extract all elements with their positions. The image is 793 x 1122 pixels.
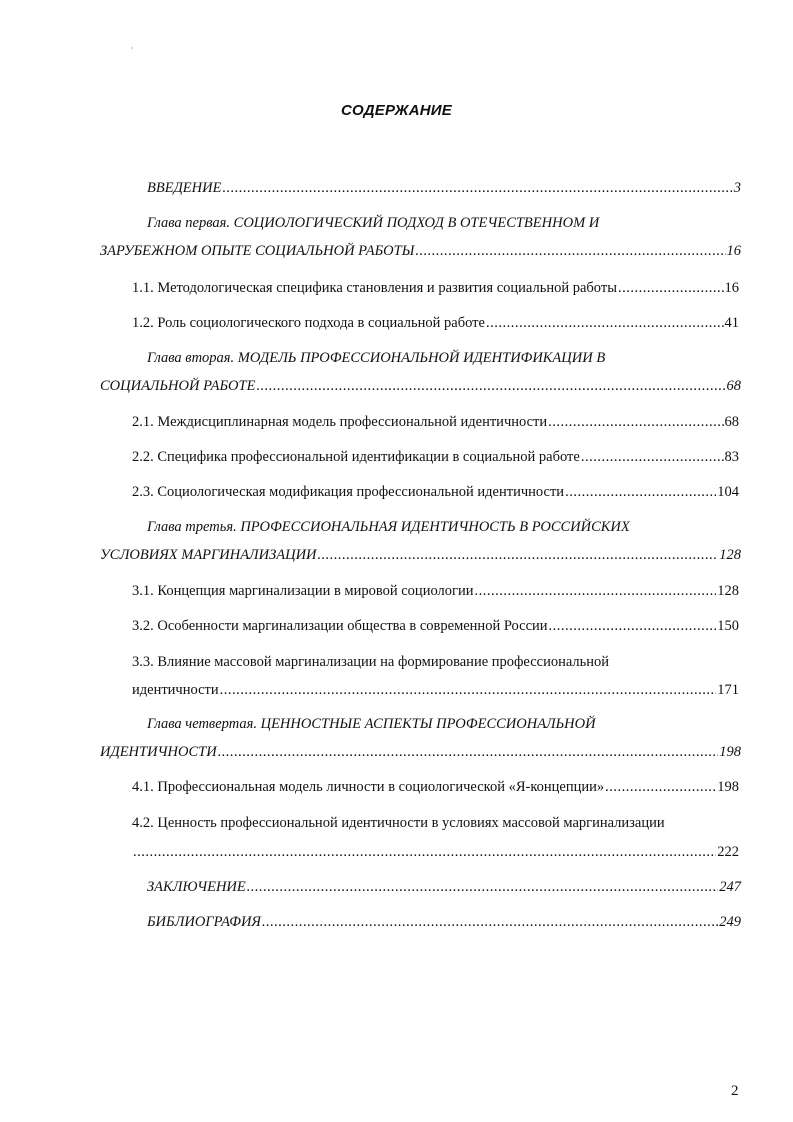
toc-section-3-3-title[interactable]: 3.3. Влияние массовой маргинализации на формирование профессиональной: [132, 654, 610, 670]
toc-leader: [548, 412, 723, 432]
toc-chapter-3-title[interactable]: Глава третья. ПРОФЕССИОНАЛЬНАЯ ИДЕНТИЧНОСТЬ В РОССИЙСКИХ: [147, 519, 630, 535]
toc-leader: [605, 777, 716, 797]
toc-label: идентичности: [132, 682, 219, 698]
toc-page: 222: [717, 844, 739, 860]
toc-page: 83: [724, 449, 739, 465]
toc-page: 247: [719, 879, 741, 895]
toc-chapter-2-title[interactable]: Глава вторая. МОДЕЛЬ ПРОФЕССИОНАЛЬНОЙ ИДЕНТИФИКАЦИИ В: [147, 350, 606, 366]
toc-page: 128: [717, 583, 739, 599]
toc-page: 171: [717, 682, 739, 698]
toc-section-1-2[interactable]: [132, 313, 739, 333]
toc-page: 104: [717, 484, 739, 500]
toc-label: 3.2. Особенности маргинализации общества в современной России: [132, 618, 548, 634]
toc-leader: [618, 278, 724, 298]
toc-section-3-3[interactable]: [132, 680, 739, 700]
toc-entry-conclusion[interactable]: [147, 877, 741, 897]
toc-leader: [247, 877, 719, 897]
toc-label: 1.2. Роль социологического подхода в социальной работе: [132, 315, 485, 331]
toc-leader: [581, 447, 724, 467]
toc-section-3-1[interactable]: [132, 581, 739, 601]
toc-label: 2.3. Социологическая модификация профессиональной идентичности: [132, 484, 565, 500]
toc-section-1-1[interactable]: [132, 278, 739, 298]
toc-page: 68: [726, 378, 741, 394]
toc-leader: [486, 313, 724, 333]
toc-leader: [222, 178, 732, 198]
toc-chapter-3[interactable]: [100, 545, 741, 565]
toc-section-4-2[interactable]: [132, 842, 739, 862]
toc-label: УСЛОВИЯХ МАРГИНАЛИЗАЦИИ: [100, 547, 317, 563]
toc-section-3-2[interactable]: [132, 616, 739, 636]
page-number: 2: [731, 1083, 739, 1099]
toc-page: 198: [719, 744, 741, 760]
toc-label: 2.2. Специфика профессиональной идентификации в социальной работе: [132, 449, 580, 465]
toc-page: 128: [719, 547, 741, 563]
toc-page: 3: [733, 180, 741, 196]
toc-chapter-2[interactable]: [100, 376, 741, 396]
toc-leader: [218, 742, 719, 762]
page-title: СОДЕРЖАНИЕ: [341, 102, 452, 119]
toc-entry-intro[interactable]: [147, 178, 741, 198]
toc-leader: [318, 545, 719, 565]
toc-label: ВВЕДЕНИЕ: [147, 180, 222, 196]
toc-leader: [133, 842, 716, 862]
toc-chapter-4-title[interactable]: Глава четвертая. ЦЕННОСТНЫЕ АСПЕКТЫ ПРОФЕССИОНАЛЬНОЙ: [147, 716, 596, 732]
toc-label: 4.1. Профессиональная модель личности в социологической «Я-концепции»: [132, 779, 605, 795]
toc-leader: [256, 376, 725, 396]
toc-chapter-1[interactable]: [100, 241, 741, 261]
toc-page: 150: [717, 618, 739, 634]
toc-leader: [262, 912, 718, 932]
toc-label: СОЦИАЛЬНОЙ РАБОТЕ: [100, 378, 256, 394]
toc-page: 41: [724, 315, 739, 331]
toc-leader: [220, 680, 717, 700]
toc-label: ЗАКЛЮЧЕНИЕ: [147, 879, 246, 895]
toc-label: БИБЛИОГРАФИЯ: [147, 914, 261, 930]
toc-chapter-1-title[interactable]: Глава первая. СОЦИОЛОГИЧЕСКИЙ ПОДХОД В ОТЕЧЕСТВЕННОМ И: [147, 215, 600, 231]
toc-chapter-4[interactable]: [100, 742, 741, 762]
toc-section-4-1[interactable]: [132, 777, 739, 797]
toc-section-2-1[interactable]: [132, 412, 739, 432]
toc-label: ЗАРУБЕЖНОМ ОПЫТЕ СОЦИАЛЬНОЙ РАБОТЫ: [100, 243, 415, 259]
toc-entry-bibliography[interactable]: [147, 912, 741, 932]
toc-page: 16: [726, 243, 741, 259]
toc-page: 16: [724, 280, 739, 296]
toc-label: 2.1. Междисциплинарная модель профессиональной идентичности: [132, 414, 548, 430]
toc-section-2-2[interactable]: [132, 447, 739, 467]
toc-label: 3.1. Концепция маргинализации в мировой социологии: [132, 583, 474, 599]
toc-page: 198: [717, 779, 739, 795]
toc-label: ИДЕНТИЧНОСТИ: [100, 744, 217, 760]
toc-leader: [549, 616, 717, 636]
toc-section-2-3[interactable]: [132, 482, 739, 502]
toc-leader: [474, 581, 716, 601]
toc-section-4-2-title[interactable]: 4.2. Ценность профессиональной идентичности в условиях массовой маргинализации: [132, 815, 665, 831]
toc-leader: [565, 482, 716, 502]
toc-leader: [415, 241, 725, 261]
toc-page: 249: [719, 914, 741, 930]
scan-speck: [131, 47, 133, 49]
toc-page: 68: [724, 414, 739, 430]
toc-label: 1.1. Методологическая специфика становления и развития социальной работы: [132, 280, 617, 296]
